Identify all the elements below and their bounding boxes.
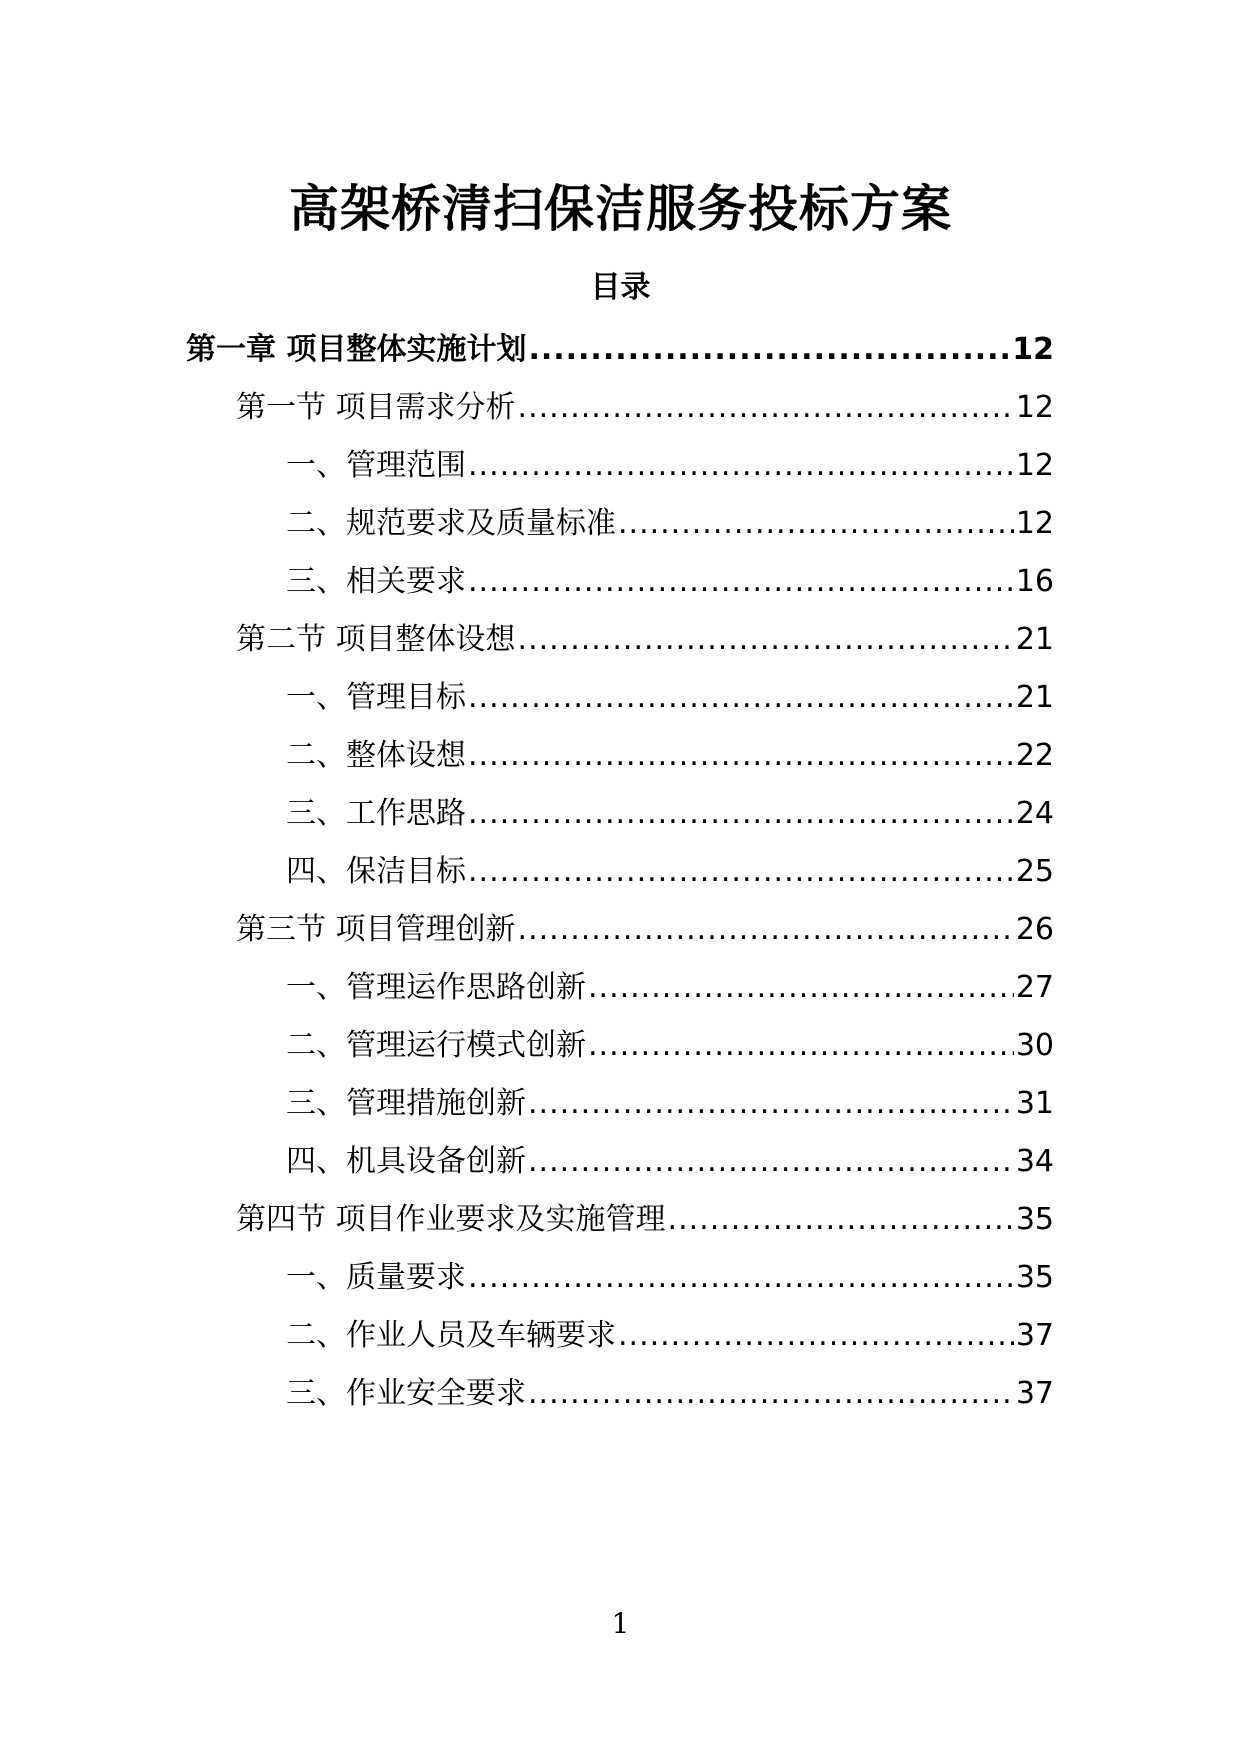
toc-dot-leader — [528, 1142, 1014, 1182]
toc-entry-page: 16 — [1015, 564, 1054, 599]
toc-entry[interactable] — [286, 794, 1054, 834]
toc-entry[interactable] — [236, 620, 1054, 660]
toc-entry-page: 25 — [1015, 854, 1054, 889]
toc-entry-label: 四、机具设备创新 — [286, 1144, 526, 1179]
toc-entry-page: 12 — [1012, 332, 1054, 367]
toc-dot-leader — [468, 678, 1014, 718]
toc-dot-leader — [588, 968, 1014, 1008]
toc-entry-label: 一、管理目标 — [286, 680, 466, 715]
toc-entry[interactable] — [286, 504, 1054, 544]
toc-entry[interactable] — [286, 736, 1054, 776]
toc-entry[interactable] — [286, 1142, 1054, 1182]
toc-entry-page: 12 — [1015, 390, 1054, 425]
toc-entry[interactable] — [286, 446, 1054, 486]
toc-dot-leader — [528, 1374, 1014, 1414]
document-title: 高架桥清扫保洁服务投标方案 — [289, 180, 952, 238]
toc-entry[interactable] — [236, 1200, 1054, 1240]
toc-entry-page: 35 — [1015, 1202, 1054, 1237]
toc-entry[interactable] — [286, 1084, 1054, 1124]
toc-entry-label: 三、作业安全要求 — [286, 1376, 526, 1411]
toc-entry-label: 二、作业人员及车辆要求 — [286, 1318, 616, 1353]
toc-entry-label: 第三节 项目管理创新 — [236, 912, 516, 947]
toc-entry-label: 二、整体设想 — [286, 738, 466, 773]
toc-entry[interactable] — [236, 910, 1054, 950]
toc-entry-label: 二、管理运行模式创新 — [286, 1028, 586, 1063]
toc-entry-page: 24 — [1015, 796, 1054, 831]
toc-entry-label: 三、工作思路 — [286, 796, 466, 831]
toc-entry-page: 21 — [1015, 622, 1054, 657]
toc-entry-page: 21 — [1015, 680, 1054, 715]
toc-dot-leader — [618, 504, 1014, 544]
toc-entry-page: 35 — [1015, 1260, 1054, 1295]
toc-entry-page: 22 — [1015, 738, 1054, 773]
toc-dot-leader — [518, 910, 1014, 950]
toc-entry-page: 12 — [1015, 506, 1054, 541]
toc-entry-page: 31 — [1015, 1086, 1054, 1121]
toc-entry[interactable] — [186, 330, 1054, 370]
toc-entry[interactable] — [286, 852, 1054, 892]
toc-entry-label: 第一章 项目整体实施计划 — [186, 332, 527, 367]
toc-entry-label: 第四节 项目作业要求及实施管理 — [236, 1202, 666, 1237]
toc-dot-leader — [528, 330, 1010, 370]
toc-entry-page: 27 — [1015, 970, 1054, 1005]
toc-entry[interactable] — [286, 678, 1054, 718]
toc-dot-leader — [528, 1084, 1014, 1124]
toc-dot-leader — [468, 446, 1014, 486]
toc-entry-page: 30 — [1015, 1028, 1054, 1063]
toc-entry-label: 第二节 项目整体设想 — [236, 622, 516, 657]
toc-entry-label: 二、规范要求及质量标准 — [286, 506, 616, 541]
toc-dot-leader — [588, 1026, 1014, 1066]
toc-entry-page: 34 — [1015, 1144, 1054, 1179]
toc-entry-label: 四、保洁目标 — [286, 854, 466, 889]
toc-entry[interactable] — [286, 1374, 1054, 1414]
toc-dot-leader — [468, 562, 1014, 602]
toc-dot-leader — [468, 736, 1014, 776]
toc-entry[interactable] — [286, 1316, 1054, 1356]
toc-entry-label: 三、管理措施创新 — [286, 1086, 526, 1121]
toc-entry[interactable] — [286, 968, 1054, 1008]
toc-entry-page: 26 — [1015, 912, 1054, 947]
toc-entry[interactable] — [286, 1026, 1054, 1066]
toc-entry[interactable] — [286, 562, 1054, 602]
toc-dot-leader — [668, 1200, 1014, 1240]
toc-entry-label: 一、管理范围 — [286, 448, 466, 483]
toc-entry-label: 第一节 项目需求分析 — [236, 390, 516, 425]
toc-dot-leader — [468, 852, 1014, 892]
toc-dot-leader — [618, 1316, 1014, 1356]
toc-dot-leader — [518, 388, 1014, 428]
toc-entry-page: 37 — [1015, 1376, 1054, 1411]
toc-entry[interactable] — [286, 1258, 1054, 1298]
page-number: 1 — [611, 1607, 630, 1640]
toc-entry-label: 一、质量要求 — [286, 1260, 466, 1295]
toc-entry-label: 三、相关要求 — [286, 564, 466, 599]
toc-dot-leader — [468, 1258, 1014, 1298]
toc-entry-label: 一、管理运作思路创新 — [286, 970, 586, 1005]
toc-entry-page: 12 — [1015, 448, 1054, 483]
toc-dot-leader — [468, 794, 1014, 834]
toc-entry[interactable] — [236, 388, 1054, 428]
toc-entry-page: 37 — [1015, 1318, 1054, 1353]
toc-dot-leader — [518, 620, 1014, 660]
toc-heading: 目录 — [590, 270, 651, 305]
